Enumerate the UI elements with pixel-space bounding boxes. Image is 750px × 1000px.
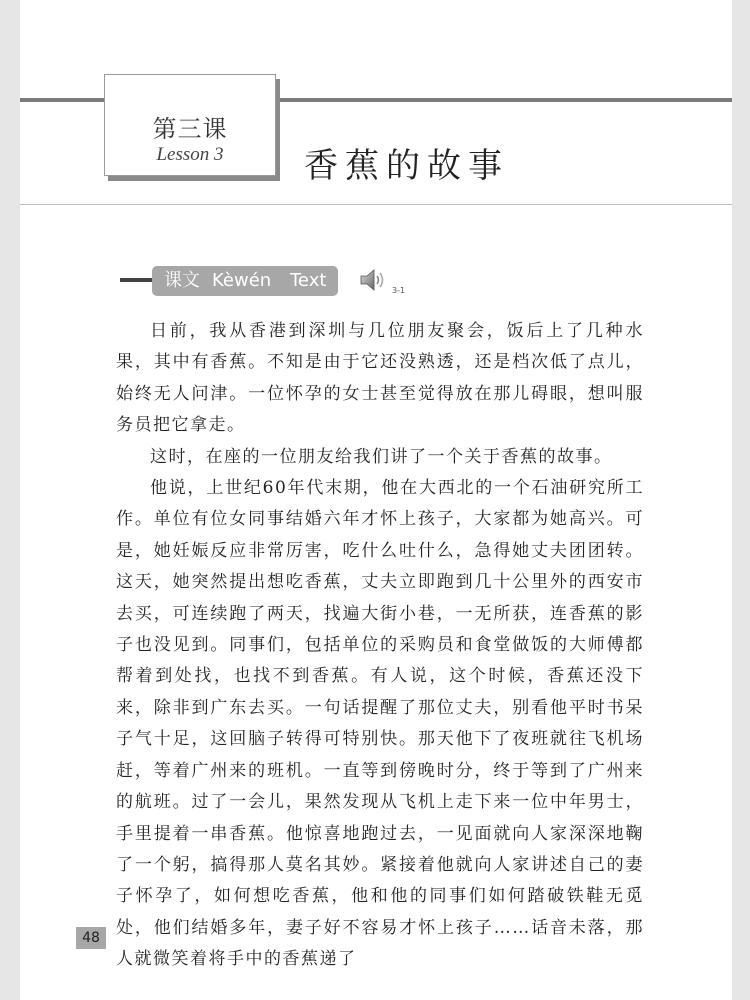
lesson-text <box>116 316 644 976</box>
paragraph: 他说，上世纪60年代末期，他在大西北的一个石油研究所工作。单位有位女同事结婚六年才怀上孩子，大家都为她高兴。可是，她妊娠反应非常厉害，吃什么吐什么，急得她丈夫团团转。这天，她突然提出想吃香蕉，丈夫立即跑到几十公里外的西安市去买，可连续跑了两天，找遍大街小巷，一无所获，连香蕉的影子也没见到。同事们，包括单位的采购员和食堂做饭的大师傅都帮着到处找，也找不到香蕉。有人说，这个时候，香蕉还没下来，除非到广东去买。一句话提醒了那位丈夫，别看他平时书呆子气十足，这回脑子转得可特别快。那天他下了夜班就往飞机场赶，等着广州来的班机。一直等到傍晚时分，终于等到了广州来的航班。过了一会儿，果然发现从飞机上走下来一位中年男士，手里提着一串香蕉。他惊喜地跑过去，一见面就向人家深深地鞠了一个躬，搞得那人莫名其妙。紧接着他就向人家讲述自己的妻子怀孕了，如何想吃香蕉，他和他的同事们如何踏破铁鞋无觅处，他们结婚多年，妻子好不容易才怀上孩子……话音未落，那人就微笑着将手中的香蕉递了 <box>116 478 644 970</box>
section-label-en: Text <box>290 270 327 291</box>
lesson-badge <box>104 74 276 176</box>
paragraph: 日前，我从香港到深圳与几位朋友聚会，饭后上了几种水果，其中有香蕉。不知是由于它还没熟透，还是档次低了点儿，始终无人问津。一位怀孕的女士甚至觉得放在那儿碍眼，想叫服务员把它拿走。 <box>116 321 644 436</box>
audio-track-number: 3-1 <box>392 286 406 295</box>
speaker-icon[interactable] <box>358 266 388 294</box>
section-label-pinyin: Kèwén <box>212 270 272 291</box>
page-number: 48 <box>76 927 106 949</box>
lesson-number-cn: 第三课 <box>152 115 228 143</box>
paragraph: 这时，在座的一位朋友给我们讲了一个关于香蕉的故事。 <box>150 446 613 467</box>
lesson-number-en: Lesson 3 <box>156 144 224 165</box>
header-bottom-rule <box>20 204 732 205</box>
section-label-cn: 课文 <box>164 270 200 291</box>
section-dash <box>120 278 152 282</box>
lesson-title: 香蕉的故事 <box>304 146 509 186</box>
section-header-text <box>152 266 338 296</box>
